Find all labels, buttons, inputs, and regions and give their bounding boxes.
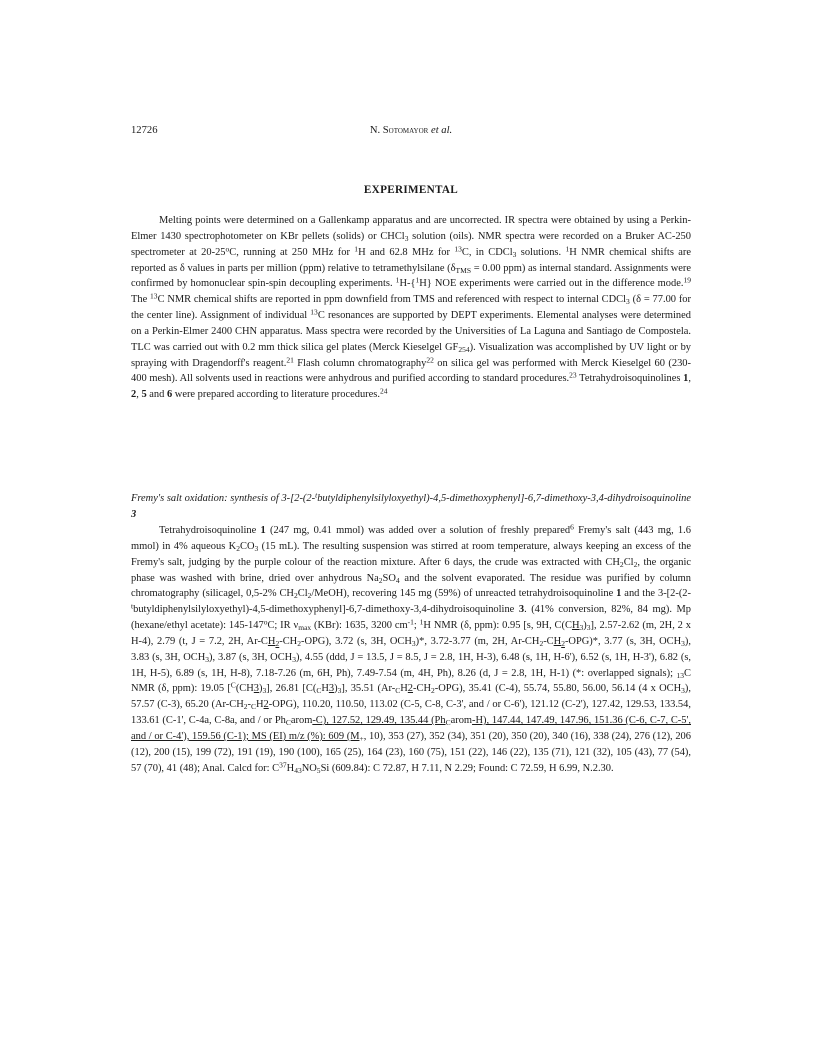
general-methods-paragraph xyxy=(131,213,691,403)
subscript: 2 xyxy=(431,686,435,696)
text-run: (CH xyxy=(235,683,254,695)
text-run: arom xyxy=(290,715,313,727)
reference-marker: 19 xyxy=(683,275,691,285)
text-run: and xyxy=(146,389,167,401)
text-run: H xyxy=(400,683,408,695)
text-run: Cl xyxy=(297,588,308,600)
text-run: solutions. xyxy=(516,246,566,258)
text-run: ), 4.55 (ddd, J = 13.5, J = 8.5, J = 2.8, 1H, H-3), 6.48 (s, 1H, H-6'), 6.52 (s, 1H, H-3'), 6.82 (s, 1H, H-5), 6.89 (s, 1H, H-8), 7.18-7.26 (m, 6H, Ph), 7.49-7.54 (m, 4H, Ph), 8.26 (d, J = 2.8, 1H, H-1) (*: overlapped signals); xyxy=(131,651,691,679)
text-run: /MeOH), recovering 145 mg (59%) of unreacted tetrahydroisoquinoline xyxy=(311,588,617,600)
superscript: o xyxy=(225,243,230,253)
superscript: t xyxy=(315,490,318,500)
text-run: -CH xyxy=(413,683,431,695)
text-run: H NMR (δ, ppm): 0.95 [s, 9H, C(C xyxy=(423,620,572,632)
underlined-atom: 2 xyxy=(407,683,414,695)
text-run: H-{ xyxy=(399,278,416,290)
text-run: H xyxy=(256,699,264,711)
subscript: 3 xyxy=(681,686,685,696)
subscript: max xyxy=(298,622,312,632)
compound-number: 6 xyxy=(166,389,173,401)
text-run: -OPG)*, 3.77 (s, 3H, OCH xyxy=(564,635,682,647)
section-title: EXPERIMENTAL xyxy=(363,184,459,196)
reference-marker: 6 xyxy=(570,522,574,532)
text-run: C; IR ν xyxy=(267,620,299,632)
reference-marker: 22 xyxy=(426,354,434,364)
text-run: NO xyxy=(301,762,317,774)
text-run: were prepared according to literature procedures. xyxy=(172,389,380,401)
subscript: 3 xyxy=(205,654,210,664)
subscript: 3 xyxy=(681,638,685,648)
text-run: The xyxy=(131,294,151,306)
underlined-atom: -C), 127.52, 129.49, 135.44 (Ph xyxy=(312,715,446,727)
text-run: )*, 3.72-3.77 (m, 2H, Ar-CH xyxy=(415,635,540,647)
text-run: on silica gel was performed with Merck Kieselgel 60 (230-400 mesh). All solvents used in reactions were anhydrous and purified according to standard procedures. xyxy=(131,357,691,385)
subscript: 2 xyxy=(307,591,312,601)
superscript: 1 xyxy=(395,275,400,285)
text-run: Fremy's salt (443 mg, 1.6 mmol) in 4% aqueous K xyxy=(131,525,691,552)
text-run: H xyxy=(321,683,329,695)
subscript: C xyxy=(316,686,322,696)
subscript: 2 xyxy=(633,559,638,569)
text-run: . (41% conversion, 82%, 84 mg). Mp (hexane/ethyl acetate): 145-147 xyxy=(131,604,691,632)
reference-marker: 21 xyxy=(286,354,294,364)
subscript: 3 xyxy=(512,249,517,259)
text-run: Cl xyxy=(623,556,634,568)
subscript: 13 xyxy=(676,670,685,680)
text-run: C, in CDCl xyxy=(461,246,513,258)
superscript: 13 xyxy=(150,291,158,301)
superscript: C xyxy=(230,680,236,690)
subscript: 2 xyxy=(539,638,544,648)
subscript: 2 xyxy=(275,638,280,648)
superscript: 1 xyxy=(354,243,359,253)
compound-number: 1 xyxy=(616,588,622,600)
author-initial: N. xyxy=(369,125,383,136)
text-run: ], 26.81 [C( xyxy=(266,683,317,695)
underlined-atom: H xyxy=(553,635,562,647)
subscript: 2 xyxy=(293,591,298,601)
text-run: (δ = 77.00 for the center line). Assignment of individual xyxy=(131,294,691,322)
superscript: 13 xyxy=(454,243,462,253)
text-run: - xyxy=(247,699,251,711)
text-run: CO xyxy=(239,540,255,552)
compound-number: 1 xyxy=(683,373,689,385)
subscript: + xyxy=(359,733,364,743)
compound-number: 1 xyxy=(260,525,266,536)
text-run: = 0.00 ppm) as internal standard. Assignments were confirmed by homonuclear spin-spin decoupling experiments. xyxy=(131,262,691,290)
text-run: Flash column chromatography xyxy=(293,357,427,369)
text-run: solution (oils). NMR spectra were recorded on a Bruker AC-250 spectrometer at 20-25 xyxy=(131,230,691,258)
text-run: H xyxy=(286,762,295,774)
et-al: et al. xyxy=(431,125,453,136)
compound-number: 3 xyxy=(518,604,525,616)
superscript: 13 xyxy=(310,307,318,317)
compound-number: 3 xyxy=(131,508,137,520)
underlined-atom: 3 xyxy=(253,683,260,695)
text-run: ], 2.57-2.62 (m, 2H, 2 x H-4), 2.79 (t, J = 7.2, 2H, Ar-C xyxy=(131,620,691,647)
text-run: ) xyxy=(259,683,263,695)
subscript: TMS xyxy=(455,265,472,275)
subscript: 43 xyxy=(294,765,302,775)
compound-number: 5 xyxy=(141,389,147,401)
text-run: C NMR chemical shifts are reported in ppm downfield from TMS and referenced with respect to internal CDCl xyxy=(157,294,627,306)
text-run: , xyxy=(136,389,142,401)
superscript: t xyxy=(131,601,134,611)
subscript: 2 xyxy=(243,702,248,712)
underlined-atom: 3 xyxy=(328,683,335,695)
text-run: and the solvent evaporated. The residue was purified by column chromatography (silicagel, 0,5-2% CH xyxy=(131,572,691,600)
subscript: 2 xyxy=(561,638,565,648)
running-author xyxy=(131,125,691,136)
subscript: 3 xyxy=(411,638,416,648)
subscript: 3 xyxy=(626,297,630,307)
subscript: 5 xyxy=(316,765,321,775)
text-run: -OPG), 110.20, 110.50, 113.02 (C-5, C-8, C-3', and / or C-6'), 121.12 (C-2'), 127.42, 129.53, 133.54, 133.61 (C-1', C-4a, C-8a, and / or Ph xyxy=(131,699,691,727)
text-run: ; xyxy=(413,620,420,632)
subscript: 3 xyxy=(579,622,584,632)
text-run: C resonances are supported by DEPT experiments. Elemental analyses were determined on a Perkin-Elmer 2400 CHN apparatus. Mass spectra were recorded by the Universities of La Laguna and Santiago de Compostela. TLC was carried out with 0.2 mm thick silica gel plates (Merck Kieselgel GF xyxy=(131,310,691,353)
text-run: -OPG), 35.41 (C-4), 55.74, 55.80, 56.00, 56.14 (4 x OCH xyxy=(434,683,682,695)
subscript: 3 xyxy=(292,654,296,664)
compound-number: 2 xyxy=(131,389,137,401)
text-run: and the 3-[2-(2- xyxy=(621,588,692,600)
text-run: Melting points were determined on a Gallenkamp apparatus and are uncorrected. IR spectra were obtained by using a Perkin-Elmer 1430 spectrophotometer on KBr pellets (solids) or CHCl xyxy=(131,215,691,242)
text-run: (KBr): 1635, 3200 cm xyxy=(311,620,408,632)
text-run: -C xyxy=(543,635,554,647)
text-run: ), 3.83 (s, 3H, OCH xyxy=(131,635,691,663)
text-run: , the organic phase was washed with brine, dried over anhydrous Na xyxy=(131,556,691,584)
subscript: 3 xyxy=(254,543,259,553)
subscript: 4 xyxy=(395,575,400,585)
text-run: SO xyxy=(382,572,396,584)
page-number: 12726 xyxy=(131,125,158,136)
reference-marker: 23 xyxy=(569,370,577,380)
text-run: -OPG), 3.72 (s, 3H, OCH xyxy=(300,635,412,647)
subscript: 3 xyxy=(586,622,591,632)
subscript: C xyxy=(395,686,401,696)
text-run: butyldiphenylsilyloxyethyl)-4,5-dimethoxyphenyl]-6,7-dimethoxy-3,4-dihydroisoquinoline xyxy=(317,493,691,504)
text-run: H and 62.8 MHz for xyxy=(358,246,455,258)
text-run: (247 mg, 0.41 mmol) was added over a solution of freshly prepared xyxy=(265,525,571,536)
subscript: 2 xyxy=(297,638,301,648)
text-run: Fremy's salt oxidation: synthesis of 3-[2-(2- xyxy=(131,493,316,504)
author-surname: Sotomayor xyxy=(382,125,429,136)
subscript: 3 xyxy=(262,686,267,696)
text-run: H NMR chemical shifts are reported as δ values in parts per million (ppm) relative to tetramethylsilane (δ xyxy=(131,246,691,274)
text-run: Tetrahydroisoquinolines xyxy=(576,373,684,385)
superscript: -1 xyxy=(407,617,414,627)
running-header xyxy=(131,125,691,141)
subscript: 254 xyxy=(458,344,470,354)
text-run: ), 3.87 (s, 3H, OCH xyxy=(209,651,293,663)
superscript: 37 xyxy=(279,759,287,769)
text-run: ) xyxy=(334,683,338,695)
text-run: , xyxy=(688,373,691,385)
subscript: 2 xyxy=(378,575,383,585)
superscript: 1 xyxy=(415,275,420,285)
subscript: 2 xyxy=(236,543,240,553)
text-run: arom xyxy=(450,715,473,727)
superscript: 1 xyxy=(419,617,424,627)
underlined-atom: H xyxy=(267,635,276,647)
text-run: (15 mL). The resulting suspension was stirred at room temperature, always keeping an excess of the Fremy's salt, judging by the purple colour of the reaction mixture. After 6 days, the crude was extracted with CH xyxy=(131,540,692,568)
text-run: ). Visualization was accomplished by UV light or by spraying with Dragendorff's reagent. xyxy=(131,341,692,369)
underlined-atom: 2 xyxy=(263,699,269,711)
text-run: Tetrahydroisoquinoline xyxy=(159,525,261,536)
superscript: o xyxy=(263,617,268,627)
text-run: ], 35.51 (Ar- xyxy=(341,683,396,695)
text-run: Si (609.84): C 72.87, H 7.11, N 2.29; Found: C 72.59, H 6.99, N.2.30. xyxy=(320,762,614,774)
subscript: 3 xyxy=(337,686,342,696)
underlined-atom: -H), 147.44, 147.49, 147.96, 151.36 (C-6, C-7, C-5', and / or C-4'), 159.56 (C-1); MS (EI) m/z (%): 609 (M xyxy=(131,715,691,742)
procedure-title xyxy=(131,491,691,523)
text-run: ) xyxy=(583,620,587,632)
text-run: ), 57.57 (C-3), 65.20 (Ar-CH xyxy=(131,683,691,711)
text-run: H} NOE experiments were carried out in the difference mode. xyxy=(419,278,684,290)
text-run: -CH xyxy=(279,635,298,647)
reference-marker: 24 xyxy=(379,386,388,396)
subscript: C xyxy=(285,718,291,727)
text-run: , 10), 353 (27), 352 (34), 351 (20), 350 (20), 340 (16), 338 (24), 276 (12), 206 (12), 200 (15), 199 (72), 191 (19), 190 (100), 165 (25), 164 (23), 160 (75), 151 (22), 146 (22), 135 (71), 121 (32), 105 (43), 77 (54), 57 (70), 41 (48); Anal. Calcd for: C xyxy=(131,730,691,774)
procedure-paragraph xyxy=(131,523,691,777)
text-run: C NMR (δ, ppm): 19.05 [ xyxy=(131,667,691,695)
underlined-atom: H xyxy=(571,620,580,632)
subscript: C xyxy=(445,718,451,727)
text-run: C, running at 250 MHz for xyxy=(229,246,355,258)
subscript: 3 xyxy=(404,233,409,243)
superscript: 1 xyxy=(565,243,570,253)
subscript: 2 xyxy=(619,559,624,569)
subscript: C xyxy=(250,702,256,712)
text-run: butyldiphenylsilyloxyethyl)-4,5-dimethoxyphenyl]-6,7-dimethoxy-3,4-dihydroisoquinoline xyxy=(133,604,519,616)
